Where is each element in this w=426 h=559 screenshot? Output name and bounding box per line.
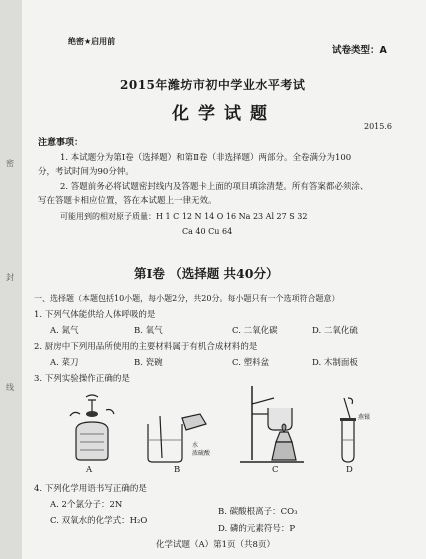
binding-char: 密 (6, 159, 14, 168)
figure-a-dropper-bottle-icon (62, 396, 122, 466)
question-4-option-b: B. 碳酸根离子：CO₃ (218, 507, 298, 517)
question-4-option-c: C. 双氧水的化学式：H₂O (50, 516, 148, 526)
binding-char: 线 (6, 383, 14, 392)
section-title: 第Ⅰ卷 （选择题 共40分） (134, 266, 279, 281)
confidential-mark: 绝密★启用前 (68, 37, 116, 46)
question-2-option-c: C. 塑料盆 (232, 358, 270, 368)
figure-label-c: C (272, 465, 279, 475)
question-2-option-b: B. 瓷碗 (134, 358, 163, 368)
question-2-option-a: A. 菜刀 (50, 358, 79, 368)
figure-label-a: A (86, 465, 93, 475)
binding-margin (0, 0, 22, 559)
atomic-masses-line-2: Ca 40 Cu 64 (182, 227, 233, 236)
notes-heading: 注意事项： (38, 138, 84, 148)
question-1-option-b: B. 氧气 (134, 326, 163, 336)
note-2-line-1: 2. 答题前务必将试题密封线内及答题卡上面的项目填涂清楚。所有答案都必须涂、 (60, 182, 369, 192)
binding-char: 封 (6, 273, 14, 282)
note-1-line-1: 1. 本试题分为第Ⅰ卷（选择题）和第Ⅱ卷（非选择题）两部分。全卷满分为100 (60, 153, 352, 163)
exam-title: 2015年潍坊市初中学业水平考试 (120, 78, 306, 92)
question-1-option-c: C. 二氧化碳 (232, 326, 278, 336)
question-4-stem: 4. 下列化学用语书写正确的是 (34, 484, 147, 494)
figure-label-b: B (174, 465, 181, 475)
question-4-option-a: A. 2个氯分子：2N (50, 500, 123, 510)
question-1-stem: 1. 下列气体能供给人体呼吸的是 (34, 310, 156, 320)
paper-type: 试卷类型：A (332, 45, 387, 56)
figure-c-retort-stand-icon (232, 384, 312, 468)
question-3-stem: 3. 下列实验操作正确的是 (34, 374, 130, 384)
note-2-line-2: 写在答题卡相应位置，答在本试题上一律无效。 (38, 196, 217, 206)
exam-date: 2015.6 (364, 122, 392, 131)
question-4-option-d: D. 磷的元素符号：P (218, 524, 296, 534)
figure-b-beaker-icon (142, 414, 212, 466)
question-1-option-d: D. 二氧化硫 (312, 326, 358, 336)
figure-d-annotation: 燕镊 (358, 414, 371, 421)
question-2-stem: 2. 厨房中下列用品所使用的主要材料属于有机合成材料的是 (34, 342, 258, 352)
figure-label-d: D (346, 465, 353, 475)
section-instruction: 一、选择题（本题包括10小题，每小题2分，共20分。每小题只有一个选项符合题意） (34, 294, 340, 303)
figure-b-acid-label: 浓硫酸 (192, 450, 211, 457)
exam-page (22, 0, 426, 559)
question-1-option-a: A. 氮气 (50, 326, 79, 336)
page-footer: 化学试题（A）第1页（共8页） (156, 540, 275, 550)
note-1-line-2: 分，考试时间为90分钟。 (38, 167, 134, 177)
figure-d-test-tube-icon (322, 396, 372, 466)
atomic-masses-line-1: 可能用到的相对原子质量：H 1 C 12 N 14 O 16 Na 23 Al 27 S 32 (60, 212, 308, 221)
figure-b-water-label: 水 (192, 442, 199, 449)
subject-title: 化学试题 (172, 104, 276, 124)
question-2-option-d: D. 木制面板 (312, 358, 358, 368)
